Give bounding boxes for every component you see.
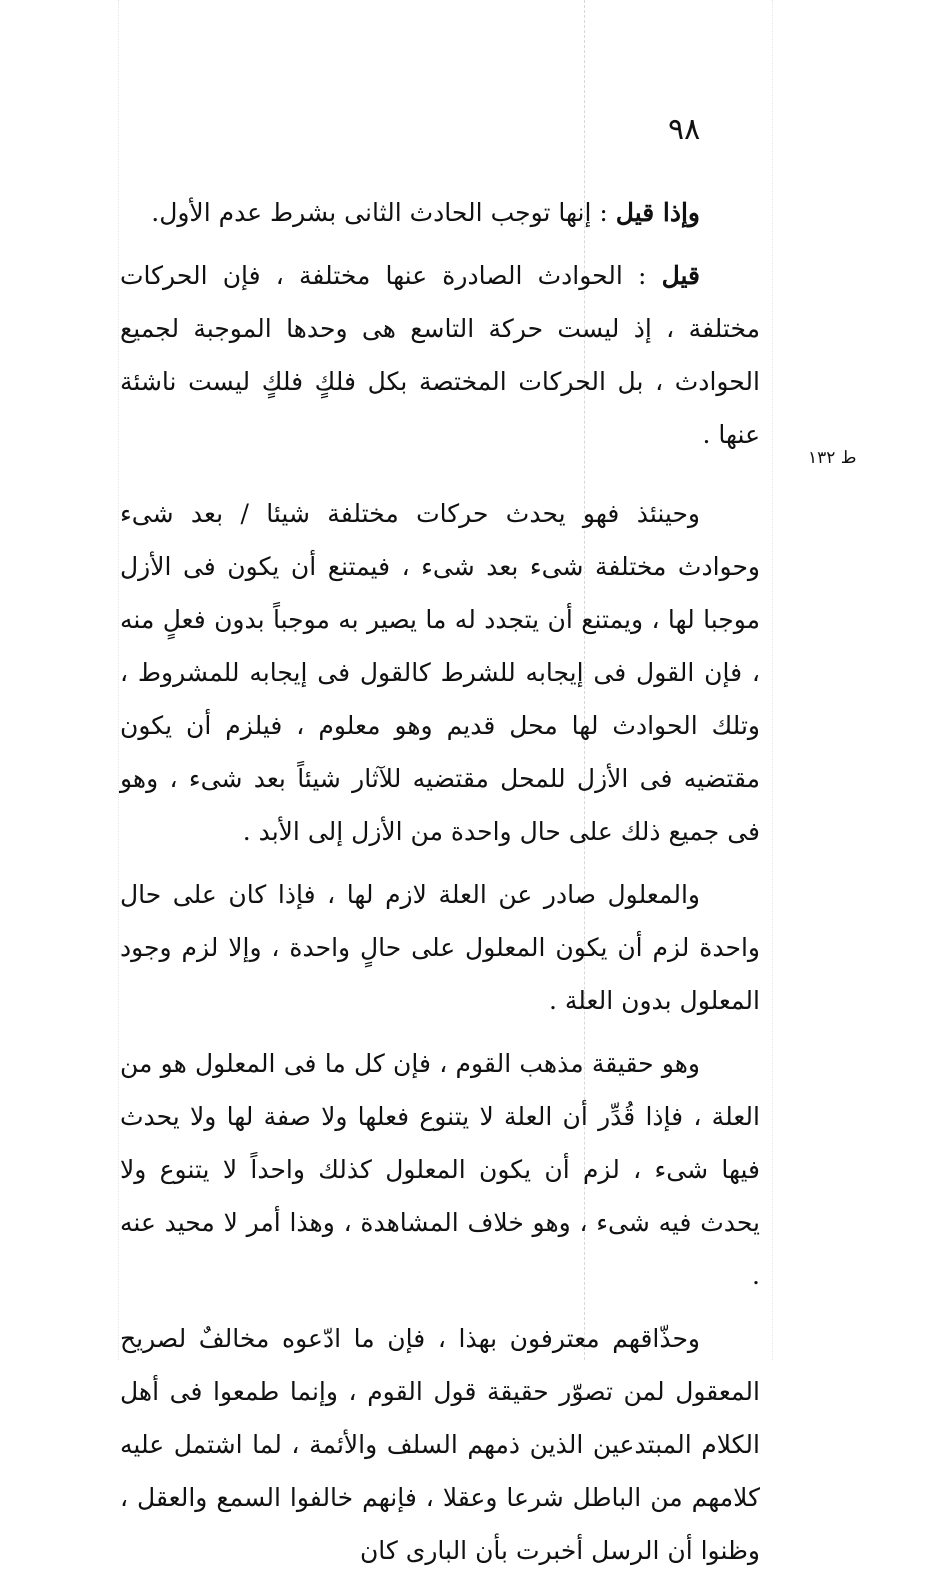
margin-page-reference: ط ١٣٢ — [808, 448, 857, 468]
paragraph-text: وحذّاقهم معترفون بهذا ، فإن ما ادّعوه مخالفٌ لصريح المعقول لمن تصوّر حقيقة قول القوم ، وإنما طمعوا فى أهل الكلام المبتدعين الذين ذمهم السلف والأئمة ، لما اشتمل عليه كلامهم من الباطل شرعا وعقلا ، فإنهم خالفوا السمع والعقل ، وظنوا أن الرسل أخبرت بأن البارى كان — [120, 1324, 760, 1565]
paragraph-text: وهو حقيقة مذهب القوم ، فإن كل ما فى المعلول هو من العلة ، فإذا قُدِّر أن العلة لا يتنوع فعلها ولا صفة لها ولا يحدث فيها شىء ، لزم أن يكون المعلول كذلك واحداً لا يتنوع ولا يحدث فيه شىء ، وهو خلاف المشاهدة ، وهذا أمر لا محيد عنه . — [120, 1049, 760, 1290]
paragraph-lead: قيل — [661, 261, 700, 290]
paragraph-text: : الحوادث الصادرة عنها مختلفة ، فإن الحركات مختلفة ، إذ ليست حركة التاسع هى وحدها الموجبة لجميع الحوادث ، بل الحركات المختصة بكل فلكٍ فلكٍ ليست ناشئة عنها . — [120, 261, 760, 449]
paragraph-text: : إنها توجب الحادث الثانى بشرط عدم الأول. — [151, 198, 608, 227]
scan-edge-left — [118, 0, 119, 1360]
paragraph-5 — [120, 1037, 760, 1302]
body-text — [120, 186, 760, 1577]
paragraph-4 — [120, 868, 760, 1027]
paragraph-text: والمعلول صادر عن العلة لازم لها ، فإذا كان على حال واحدة لزم أن يكون المعلول على حالٍ واحدة ، وإلا لزم وجود المعلول بدون العلة . — [120, 880, 760, 1015]
paragraph-6 — [120, 1312, 760, 1577]
paragraph-2 — [120, 249, 760, 461]
scan-edge-right — [772, 0, 773, 1360]
paragraph-text: وحينئذ فهو يحدث حركات مختلفة شيئا / بعد شىء وحوادث مختلفة شىء بعد شىء ، فيمتنع أن يكون فى الأزل موجبا لها ، ويمتنع أن يتجدد له ما يصير به موجباً بدون فعلٍ منه ، فإن القول فى إيجابه للشرط كالقول فى إيجابه للمشروط ، وتلك الحوادث لها محل قديم وهو معلوم ، فيلزم أن يكون مقتضيه فى الأزل للمحل مقتضيه للآثار شيئاً بعد شىء ، وهو فى جميع ذلك على حال واحدة من الأزل إلى الأبد . — [120, 499, 760, 846]
paragraph-3 — [120, 487, 760, 858]
page-number: ٩٨ — [668, 112, 701, 147]
paragraph-lead: وإذا قيل — [615, 198, 700, 227]
paragraph-1 — [120, 186, 760, 239]
